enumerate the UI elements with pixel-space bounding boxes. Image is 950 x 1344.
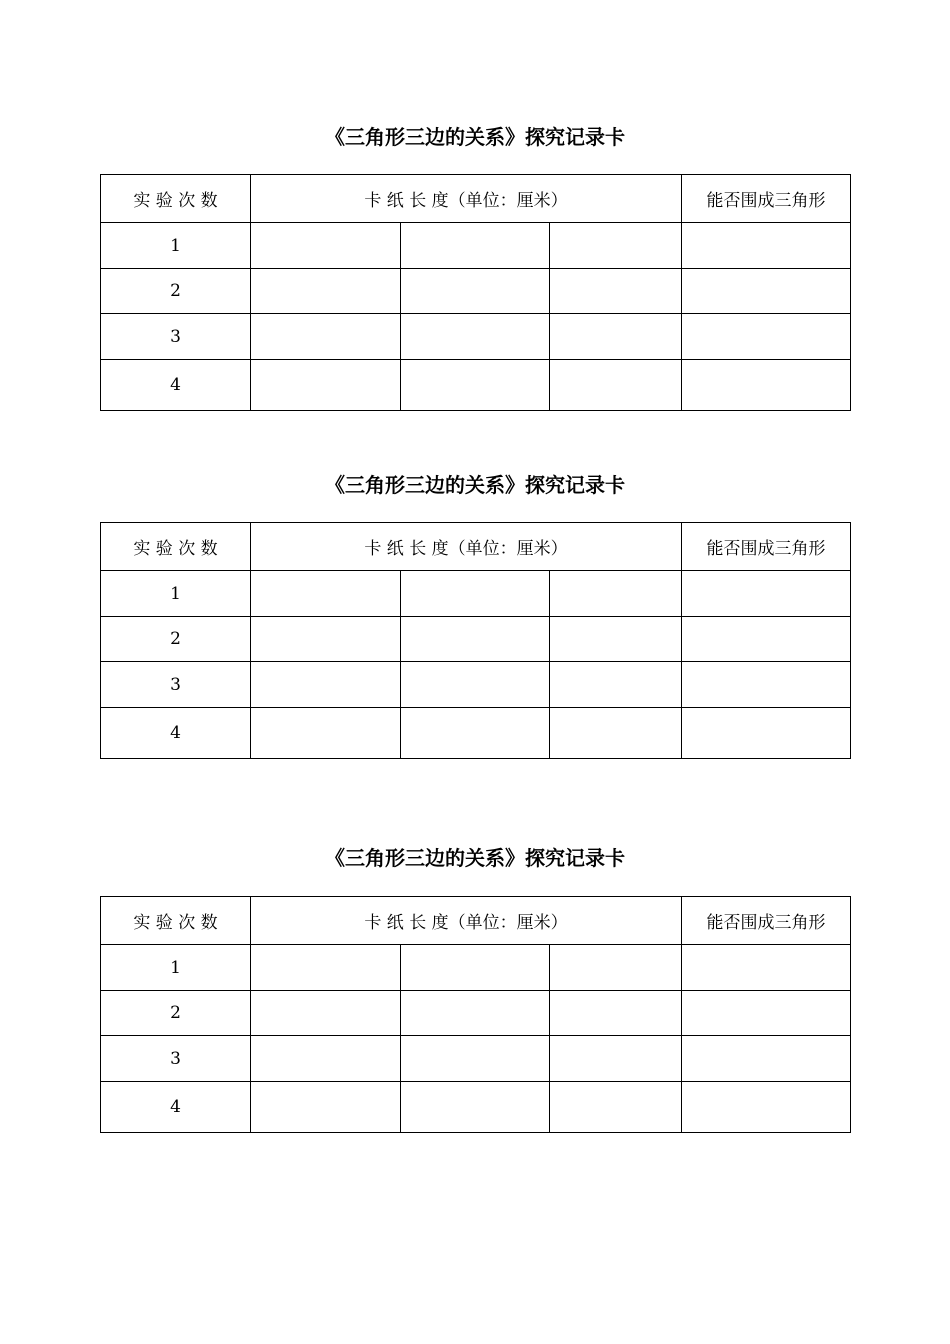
trial-number: 4 (101, 1082, 251, 1133)
table-row (101, 1036, 851, 1082)
trial-number: 2 (101, 269, 251, 314)
record-table (100, 522, 851, 759)
table-row (101, 360, 851, 411)
length-cell[interactable] (251, 662, 401, 708)
result-cell[interactable] (682, 223, 851, 269)
table-row (101, 269, 851, 314)
length-cell[interactable] (251, 1082, 401, 1133)
length-cell[interactable] (401, 571, 550, 617)
length-cell[interactable] (251, 1036, 401, 1082)
table-row (101, 617, 851, 662)
header-trial-count: 实 验 次 数 (101, 175, 251, 223)
trial-number: 3 (101, 314, 251, 360)
result-cell[interactable] (682, 314, 851, 360)
table-row (101, 1082, 851, 1133)
header-card-length: 卡 纸 长 度（单位：厘米） (251, 175, 682, 223)
table-row (101, 223, 851, 269)
length-cell[interactable] (251, 571, 401, 617)
length-cell[interactable] (550, 945, 682, 991)
length-cell[interactable] (251, 991, 401, 1036)
length-cell[interactable] (550, 223, 682, 269)
header-trial-count: 实 验 次 数 (101, 523, 251, 571)
result-cell[interactable] (682, 1036, 851, 1082)
length-cell[interactable] (401, 314, 550, 360)
card-title: 《三角形三边的关系》探究记录卡 (325, 473, 625, 497)
header-card-length: 卡 纸 长 度（单位：厘米） (251, 523, 682, 571)
length-cell[interactable] (550, 617, 682, 662)
trial-number: 2 (101, 991, 251, 1036)
length-cell[interactable] (401, 991, 550, 1036)
header-can-form-triangle: 能否围成三角形 (682, 523, 851, 571)
length-cell[interactable] (401, 662, 550, 708)
record-table (100, 174, 851, 411)
trial-number: 1 (101, 223, 251, 269)
length-cell[interactable] (550, 360, 682, 411)
result-cell[interactable] (682, 991, 851, 1036)
length-cell[interactable] (401, 1036, 550, 1082)
length-cell[interactable] (401, 1082, 550, 1133)
length-cell[interactable] (550, 1036, 682, 1082)
length-cell[interactable] (251, 269, 401, 314)
trial-number: 1 (101, 571, 251, 617)
table-row (101, 708, 851, 759)
trial-number: 2 (101, 617, 251, 662)
length-cell[interactable] (251, 708, 401, 759)
table-row (101, 945, 851, 991)
result-cell[interactable] (682, 1082, 851, 1133)
table-row (101, 314, 851, 360)
result-cell[interactable] (682, 945, 851, 991)
header-row (101, 897, 851, 945)
result-cell[interactable] (682, 662, 851, 708)
length-cell[interactable] (550, 708, 682, 759)
length-cell[interactable] (251, 223, 401, 269)
table-row (101, 662, 851, 708)
trial-number: 4 (101, 708, 251, 759)
header-can-form-triangle: 能否围成三角形 (682, 175, 851, 223)
length-cell[interactable] (550, 314, 682, 360)
header-trial-count: 实 验 次 数 (101, 897, 251, 945)
header-can-form-triangle: 能否围成三角形 (682, 897, 851, 945)
header-row (101, 523, 851, 571)
length-cell[interactable] (401, 223, 550, 269)
result-cell[interactable] (682, 617, 851, 662)
length-cell[interactable] (550, 991, 682, 1036)
length-cell[interactable] (401, 269, 550, 314)
length-cell[interactable] (550, 269, 682, 314)
length-cell[interactable] (401, 945, 550, 991)
card-title: 《三角形三边的关系》探究记录卡 (325, 125, 625, 149)
table-row (101, 991, 851, 1036)
trial-number: 3 (101, 662, 251, 708)
length-cell[interactable] (401, 360, 550, 411)
length-cell[interactable] (550, 662, 682, 708)
length-cell[interactable] (550, 1082, 682, 1133)
trial-number: 1 (101, 945, 251, 991)
table-row (101, 571, 851, 617)
header-row (101, 175, 851, 223)
result-cell[interactable] (682, 571, 851, 617)
length-cell[interactable] (251, 314, 401, 360)
result-cell[interactable] (682, 269, 851, 314)
length-cell[interactable] (251, 945, 401, 991)
result-cell[interactable] (682, 360, 851, 411)
length-cell[interactable] (251, 360, 401, 411)
trial-number: 3 (101, 1036, 251, 1082)
trial-number: 4 (101, 360, 251, 411)
result-cell[interactable] (682, 708, 851, 759)
length-cell[interactable] (401, 617, 550, 662)
length-cell[interactable] (550, 571, 682, 617)
length-cell[interactable] (251, 617, 401, 662)
length-cell[interactable] (401, 708, 550, 759)
card-title: 《三角形三边的关系》探究记录卡 (325, 846, 625, 870)
record-table (100, 896, 851, 1133)
header-card-length: 卡 纸 长 度（单位：厘米） (251, 897, 682, 945)
